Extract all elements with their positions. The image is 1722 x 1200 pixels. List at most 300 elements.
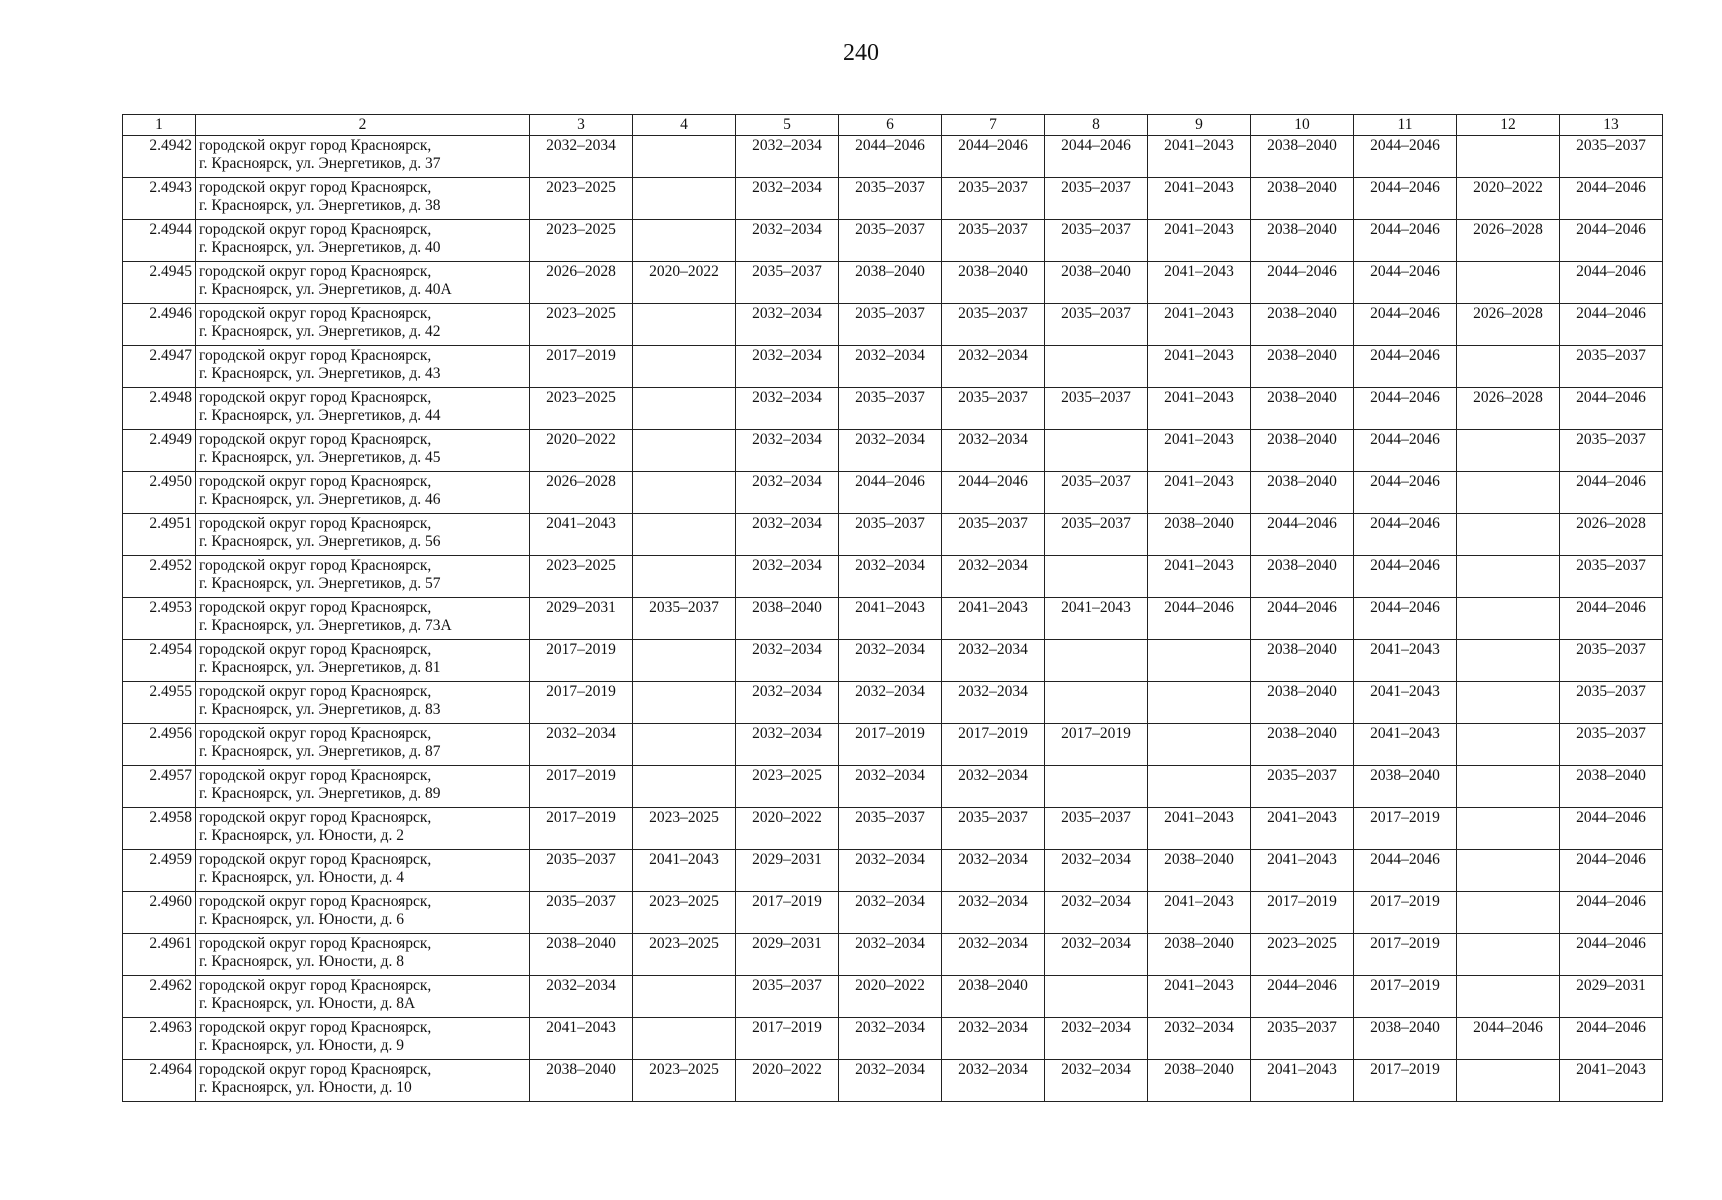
address-line-street: г. Красноярск, ул. Энергетиков, д. 37 bbox=[199, 155, 441, 172]
period-cell: 2044–2046 bbox=[839, 472, 942, 514]
period-cell: 2041–2043 bbox=[1251, 1060, 1354, 1102]
period-cell bbox=[1045, 976, 1148, 1018]
period-cell: 2038–2040 bbox=[1251, 640, 1354, 682]
row-number: 2.4949 bbox=[123, 430, 196, 472]
period-cell: 2044–2046 bbox=[1251, 514, 1354, 556]
period-cell: 2023–2025 bbox=[633, 1060, 736, 1102]
address-line-district: городской округ город Красноярск, bbox=[199, 1019, 432, 1036]
row-number: 2.4964 bbox=[123, 1060, 196, 1102]
period-cell: 2035–2037 bbox=[530, 892, 633, 934]
period-cell: 2035–2037 bbox=[1045, 178, 1148, 220]
period-cell bbox=[1457, 556, 1560, 598]
period-cell: 2020–2022 bbox=[839, 976, 942, 1018]
address-line-district: городской округ город Красноярск, bbox=[199, 935, 432, 952]
period-cell: 2038–2040 bbox=[1251, 556, 1354, 598]
period-cell: 2035–2037 bbox=[942, 178, 1045, 220]
address-cell bbox=[196, 1060, 530, 1102]
address-cell bbox=[196, 388, 530, 430]
column-header: 3 bbox=[530, 115, 633, 136]
period-cell: 2032–2034 bbox=[942, 892, 1045, 934]
period-cell: 2044–2046 bbox=[1354, 136, 1457, 178]
period-cell: 2029–2031 bbox=[530, 598, 633, 640]
address-line-district: городской округ город Красноярск, bbox=[199, 683, 432, 700]
period-cell: 2044–2046 bbox=[1354, 388, 1457, 430]
period-cell bbox=[633, 976, 736, 1018]
address-line-street: г. Красноярск, ул. Энергетиков, д. 42 bbox=[199, 323, 441, 340]
period-cell: 2044–2046 bbox=[1560, 472, 1663, 514]
period-cell bbox=[633, 178, 736, 220]
row-number: 2.4943 bbox=[123, 178, 196, 220]
period-cell: 2044–2046 bbox=[1045, 136, 1148, 178]
period-cell bbox=[1457, 1060, 1560, 1102]
period-cell: 2017–2019 bbox=[942, 724, 1045, 766]
period-cell bbox=[1045, 430, 1148, 472]
row-number: 2.4944 bbox=[123, 220, 196, 262]
period-cell: 2044–2046 bbox=[1354, 430, 1457, 472]
period-cell: 2044–2046 bbox=[1560, 220, 1663, 262]
period-cell: 2026–2028 bbox=[530, 472, 633, 514]
period-cell bbox=[1148, 724, 1251, 766]
address-line-district: городской округ город Красноярск, bbox=[199, 851, 432, 868]
table-row bbox=[123, 178, 1663, 220]
period-cell bbox=[1148, 682, 1251, 724]
period-cell: 2041–2043 bbox=[1148, 304, 1251, 346]
period-cell: 2032–2034 bbox=[839, 892, 942, 934]
row-number: 2.4951 bbox=[123, 514, 196, 556]
period-cell bbox=[1457, 514, 1560, 556]
period-cell: 2044–2046 bbox=[1354, 346, 1457, 388]
period-cell: 2026–2028 bbox=[1457, 304, 1560, 346]
period-cell: 2017–2019 bbox=[736, 1018, 839, 1060]
period-cell: 2035–2037 bbox=[839, 304, 942, 346]
period-cell bbox=[1045, 556, 1148, 598]
address-line-district: городской округ город Красноярск, bbox=[199, 473, 432, 490]
period-cell: 2038–2040 bbox=[1251, 682, 1354, 724]
row-number: 2.4945 bbox=[123, 262, 196, 304]
period-cell: 2044–2046 bbox=[1354, 556, 1457, 598]
period-cell: 2032–2034 bbox=[530, 136, 633, 178]
row-number: 2.4956 bbox=[123, 724, 196, 766]
period-cell bbox=[1457, 934, 1560, 976]
table-row bbox=[123, 514, 1663, 556]
address-cell bbox=[196, 1018, 530, 1060]
period-cell: 2044–2046 bbox=[1251, 598, 1354, 640]
table-row bbox=[123, 556, 1663, 598]
period-cell: 2041–2043 bbox=[530, 1018, 633, 1060]
column-header: 1 bbox=[123, 115, 196, 136]
period-cell bbox=[1457, 640, 1560, 682]
period-cell: 2035–2037 bbox=[942, 808, 1045, 850]
period-cell: 2032–2034 bbox=[942, 556, 1045, 598]
period-cell: 2038–2040 bbox=[1148, 934, 1251, 976]
period-cell: 2044–2046 bbox=[1560, 304, 1663, 346]
period-cell: 2020–2022 bbox=[736, 808, 839, 850]
period-cell: 2038–2040 bbox=[530, 934, 633, 976]
period-cell: 2032–2034 bbox=[736, 136, 839, 178]
address-cell bbox=[196, 766, 530, 808]
period-cell bbox=[1457, 262, 1560, 304]
period-cell: 2032–2034 bbox=[942, 346, 1045, 388]
period-cell: 2035–2037 bbox=[1560, 556, 1663, 598]
table-row bbox=[123, 766, 1663, 808]
period-cell: 2044–2046 bbox=[942, 472, 1045, 514]
period-cell: 2023–2025 bbox=[633, 892, 736, 934]
address-cell bbox=[196, 346, 530, 388]
period-cell: 2041–2043 bbox=[1148, 346, 1251, 388]
period-cell: 2041–2043 bbox=[1148, 388, 1251, 430]
address-line-street: г. Красноярск, ул. Энергетиков, д. 44 bbox=[199, 407, 441, 424]
period-cell: 2017–2019 bbox=[1354, 808, 1457, 850]
table-row bbox=[123, 934, 1663, 976]
period-cell: 2032–2034 bbox=[736, 556, 839, 598]
period-cell bbox=[1457, 682, 1560, 724]
period-cell: 2035–2037 bbox=[1560, 136, 1663, 178]
period-cell: 2044–2046 bbox=[1354, 850, 1457, 892]
period-cell bbox=[1457, 598, 1560, 640]
period-cell bbox=[1457, 346, 1560, 388]
period-cell: 2035–2037 bbox=[1560, 682, 1663, 724]
period-cell: 2038–2040 bbox=[1251, 472, 1354, 514]
row-number: 2.4959 bbox=[123, 850, 196, 892]
period-cell: 2017–2019 bbox=[1354, 892, 1457, 934]
period-cell bbox=[633, 1018, 736, 1060]
period-cell: 2044–2046 bbox=[1560, 178, 1663, 220]
period-cell: 2038–2040 bbox=[942, 976, 1045, 1018]
address-line-district: городской округ город Красноярск, bbox=[199, 641, 432, 658]
address-line-street: г. Красноярск, ул. Энергетиков, д. 87 bbox=[199, 743, 441, 760]
column-header: 5 bbox=[736, 115, 839, 136]
period-cell: 2035–2037 bbox=[1045, 220, 1148, 262]
period-cell: 2035–2037 bbox=[1560, 640, 1663, 682]
table-row bbox=[123, 1060, 1663, 1102]
period-cell: 2032–2034 bbox=[839, 850, 942, 892]
period-cell: 2041–2043 bbox=[1148, 472, 1251, 514]
period-cell: 2038–2040 bbox=[1354, 1018, 1457, 1060]
period-cell: 2038–2040 bbox=[1148, 514, 1251, 556]
period-cell: 2032–2034 bbox=[839, 766, 942, 808]
period-cell: 2017–2019 bbox=[1354, 934, 1457, 976]
period-cell bbox=[633, 514, 736, 556]
period-cell: 2041–2043 bbox=[1148, 262, 1251, 304]
period-cell: 2044–2046 bbox=[1560, 262, 1663, 304]
address-line-street: г. Красноярск, ул. Юности, д. 10 bbox=[199, 1079, 412, 1096]
table-row bbox=[123, 640, 1663, 682]
period-cell: 2044–2046 bbox=[1560, 850, 1663, 892]
period-cell: 2038–2040 bbox=[1148, 850, 1251, 892]
address-line-district: городской округ город Красноярск, bbox=[199, 221, 432, 238]
period-cell: 2044–2046 bbox=[1354, 472, 1457, 514]
table-row bbox=[123, 598, 1663, 640]
period-cell: 2032–2034 bbox=[736, 346, 839, 388]
period-cell: 2032–2034 bbox=[839, 640, 942, 682]
period-cell bbox=[1457, 766, 1560, 808]
address-line-street: г. Красноярск, ул. Юности, д. 2 bbox=[199, 827, 404, 844]
period-cell: 2035–2037 bbox=[1560, 724, 1663, 766]
period-cell: 2029–2031 bbox=[736, 850, 839, 892]
period-cell bbox=[633, 136, 736, 178]
table-row bbox=[123, 346, 1663, 388]
period-cell: 2044–2046 bbox=[1560, 598, 1663, 640]
period-cell: 2041–2043 bbox=[1148, 892, 1251, 934]
period-cell: 2038–2040 bbox=[1354, 766, 1457, 808]
period-cell: 2020–2022 bbox=[1457, 178, 1560, 220]
housing-repair-schedule-table bbox=[122, 114, 1663, 1102]
period-cell: 2032–2034 bbox=[942, 850, 1045, 892]
period-cell: 2038–2040 bbox=[1045, 262, 1148, 304]
period-cell: 2041–2043 bbox=[942, 598, 1045, 640]
address-line-district: городской округ город Красноярск, bbox=[199, 515, 432, 532]
period-cell bbox=[633, 388, 736, 430]
address-cell bbox=[196, 304, 530, 346]
address-line-street: г. Красноярск, ул. Энергетиков, д. 38 bbox=[199, 197, 441, 214]
address-cell bbox=[196, 220, 530, 262]
period-cell: 2044–2046 bbox=[942, 136, 1045, 178]
period-cell: 2032–2034 bbox=[736, 514, 839, 556]
address-line-district: городской округ город Красноярск, bbox=[199, 1061, 432, 1078]
period-cell: 2023–2025 bbox=[1251, 934, 1354, 976]
period-cell: 2044–2046 bbox=[1251, 976, 1354, 1018]
period-cell: 2038–2040 bbox=[1251, 346, 1354, 388]
row-number: 2.4952 bbox=[123, 556, 196, 598]
address-line-street: г. Красноярск, ул. Юности, д. 4 bbox=[199, 869, 404, 886]
period-cell: 2044–2046 bbox=[1560, 892, 1663, 934]
period-cell: 2017–2019 bbox=[1354, 976, 1457, 1018]
period-cell: 2023–2025 bbox=[633, 808, 736, 850]
period-cell: 2032–2034 bbox=[839, 934, 942, 976]
period-cell: 2044–2046 bbox=[1148, 598, 1251, 640]
row-number: 2.4948 bbox=[123, 388, 196, 430]
address-cell bbox=[196, 724, 530, 766]
column-header: 13 bbox=[1560, 115, 1663, 136]
period-cell: 2032–2034 bbox=[942, 934, 1045, 976]
period-cell: 2041–2043 bbox=[1148, 976, 1251, 1018]
address-cell bbox=[196, 934, 530, 976]
address-line-street: г. Красноярск, ул. Юности, д. 9 bbox=[199, 1037, 404, 1054]
address-line-street: г. Красноярск, ул. Энергетиков, д. 89 bbox=[199, 785, 441, 802]
period-cell bbox=[633, 766, 736, 808]
address-cell bbox=[196, 892, 530, 934]
period-cell: 2026–2028 bbox=[1457, 388, 1560, 430]
period-cell: 2032–2034 bbox=[736, 724, 839, 766]
period-cell: 2038–2040 bbox=[1251, 388, 1354, 430]
period-cell: 2032–2034 bbox=[839, 1060, 942, 1102]
period-cell: 2032–2034 bbox=[1045, 1060, 1148, 1102]
period-cell: 2035–2037 bbox=[1045, 514, 1148, 556]
period-cell bbox=[1045, 766, 1148, 808]
period-cell: 2017–2019 bbox=[1354, 1060, 1457, 1102]
period-cell: 2017–2019 bbox=[839, 724, 942, 766]
table-row bbox=[123, 682, 1663, 724]
address-cell bbox=[196, 976, 530, 1018]
period-cell: 2041–2043 bbox=[1354, 682, 1457, 724]
period-cell: 2041–2043 bbox=[1354, 640, 1457, 682]
table-row bbox=[123, 136, 1663, 178]
period-cell: 2038–2040 bbox=[530, 1060, 633, 1102]
period-cell: 2044–2046 bbox=[1354, 514, 1457, 556]
address-line-street: г. Красноярск, ул. Энергетиков, д. 40А bbox=[199, 281, 452, 298]
period-cell: 2032–2034 bbox=[942, 1060, 1045, 1102]
row-number: 2.4962 bbox=[123, 976, 196, 1018]
period-cell bbox=[633, 724, 736, 766]
period-cell: 2038–2040 bbox=[1251, 304, 1354, 346]
period-cell: 2029–2031 bbox=[1560, 976, 1663, 1018]
period-cell: 2020–2022 bbox=[736, 1060, 839, 1102]
address-cell bbox=[196, 430, 530, 472]
address-line-street: г. Красноярск, ул. Энергетиков, д. 56 bbox=[199, 533, 441, 550]
period-cell: 2017–2019 bbox=[736, 892, 839, 934]
address-line-street: г. Красноярск, ул. Юности, д. 8 bbox=[199, 953, 404, 970]
period-cell: 2035–2037 bbox=[1045, 388, 1148, 430]
period-cell: 2035–2037 bbox=[1045, 304, 1148, 346]
period-cell: 2035–2037 bbox=[633, 598, 736, 640]
address-cell bbox=[196, 556, 530, 598]
period-cell: 2041–2043 bbox=[633, 850, 736, 892]
address-cell bbox=[196, 850, 530, 892]
period-cell bbox=[1457, 808, 1560, 850]
period-cell: 2035–2037 bbox=[736, 262, 839, 304]
period-cell: 2032–2034 bbox=[1148, 1018, 1251, 1060]
table-body bbox=[123, 136, 1663, 1102]
period-cell: 2041–2043 bbox=[1148, 178, 1251, 220]
period-cell: 2032–2034 bbox=[942, 766, 1045, 808]
row-number: 2.4960 bbox=[123, 892, 196, 934]
period-cell: 2041–2043 bbox=[1251, 850, 1354, 892]
period-cell: 2023–2025 bbox=[530, 388, 633, 430]
address-line-street: г. Красноярск, ул. Энергетиков, д. 81 bbox=[199, 659, 441, 676]
period-cell: 2023–2025 bbox=[736, 766, 839, 808]
period-cell: 2035–2037 bbox=[942, 388, 1045, 430]
column-header: 2 bbox=[196, 115, 530, 136]
address-line-district: городской округ город Красноярск, bbox=[199, 179, 432, 196]
table-row bbox=[123, 220, 1663, 262]
period-cell: 2041–2043 bbox=[530, 514, 633, 556]
period-cell: 2032–2034 bbox=[942, 1018, 1045, 1060]
table-row bbox=[123, 808, 1663, 850]
address-line-street: г. Красноярск, ул. Энергетиков, д. 43 bbox=[199, 365, 441, 382]
address-line-street: г. Красноярск, ул. Энергетиков, д. 45 bbox=[199, 449, 441, 466]
address-cell bbox=[196, 598, 530, 640]
address-cell bbox=[196, 682, 530, 724]
row-number: 2.4953 bbox=[123, 598, 196, 640]
row-number: 2.4942 bbox=[123, 136, 196, 178]
table-header-row bbox=[123, 115, 1663, 136]
period-cell: 2032–2034 bbox=[736, 220, 839, 262]
period-cell: 2032–2034 bbox=[736, 640, 839, 682]
page-number: 240 bbox=[843, 40, 879, 66]
period-cell: 2044–2046 bbox=[1457, 1018, 1560, 1060]
period-cell: 2044–2046 bbox=[1560, 934, 1663, 976]
period-cell: 2035–2037 bbox=[530, 850, 633, 892]
period-cell: 2041–2043 bbox=[1148, 136, 1251, 178]
table-row bbox=[123, 472, 1663, 514]
period-cell: 2023–2025 bbox=[633, 934, 736, 976]
period-cell: 2032–2034 bbox=[1045, 850, 1148, 892]
period-cell: 2038–2040 bbox=[1251, 220, 1354, 262]
column-header: 8 bbox=[1045, 115, 1148, 136]
table-row bbox=[123, 262, 1663, 304]
period-cell: 2032–2034 bbox=[736, 682, 839, 724]
period-cell bbox=[1457, 892, 1560, 934]
address-cell bbox=[196, 136, 530, 178]
period-cell bbox=[633, 556, 736, 598]
period-cell: 2041–2043 bbox=[1148, 220, 1251, 262]
table-row bbox=[123, 976, 1663, 1018]
column-header: 10 bbox=[1251, 115, 1354, 136]
period-cell: 2032–2034 bbox=[942, 430, 1045, 472]
period-cell bbox=[1148, 640, 1251, 682]
row-number: 2.4954 bbox=[123, 640, 196, 682]
row-number: 2.4961 bbox=[123, 934, 196, 976]
column-header: 4 bbox=[633, 115, 736, 136]
period-cell: 2029–2031 bbox=[736, 934, 839, 976]
period-cell bbox=[633, 304, 736, 346]
period-cell: 2035–2037 bbox=[942, 514, 1045, 556]
address-line-street: г. Красноярск, ул. Энергетиков, д. 46 bbox=[199, 491, 441, 508]
column-header: 9 bbox=[1148, 115, 1251, 136]
period-cell: 2032–2034 bbox=[839, 430, 942, 472]
period-cell: 2032–2034 bbox=[736, 178, 839, 220]
column-header: 12 bbox=[1457, 115, 1560, 136]
address-cell bbox=[196, 262, 530, 304]
row-number: 2.4955 bbox=[123, 682, 196, 724]
period-cell: 2041–2043 bbox=[1148, 430, 1251, 472]
period-cell bbox=[633, 430, 736, 472]
period-cell: 2023–2025 bbox=[530, 220, 633, 262]
period-cell: 2032–2034 bbox=[839, 1018, 942, 1060]
period-cell: 2041–2043 bbox=[1560, 1060, 1663, 1102]
column-header: 11 bbox=[1354, 115, 1457, 136]
address-line-district: городской округ город Красноярск, bbox=[199, 389, 432, 406]
period-cell: 2023–2025 bbox=[530, 178, 633, 220]
period-cell: 2032–2034 bbox=[1045, 1018, 1148, 1060]
period-cell: 2017–2019 bbox=[530, 766, 633, 808]
period-cell: 2035–2037 bbox=[1045, 472, 1148, 514]
table-row bbox=[123, 388, 1663, 430]
address-cell bbox=[196, 472, 530, 514]
period-cell: 2017–2019 bbox=[1251, 892, 1354, 934]
row-number: 2.4958 bbox=[123, 808, 196, 850]
table-row bbox=[123, 304, 1663, 346]
period-cell: 2032–2034 bbox=[942, 682, 1045, 724]
period-cell bbox=[633, 682, 736, 724]
period-cell: 2041–2043 bbox=[1045, 598, 1148, 640]
period-cell: 2044–2046 bbox=[1251, 262, 1354, 304]
row-number: 2.4947 bbox=[123, 346, 196, 388]
period-cell bbox=[1457, 850, 1560, 892]
address-line-district: городской округ город Красноярск, bbox=[199, 305, 432, 322]
period-cell bbox=[1045, 682, 1148, 724]
row-number: 2.4950 bbox=[123, 472, 196, 514]
period-cell: 2044–2046 bbox=[1560, 1018, 1663, 1060]
period-cell: 2038–2040 bbox=[839, 262, 942, 304]
address-line-district: городской округ город Красноярск, bbox=[199, 893, 432, 910]
period-cell: 2035–2037 bbox=[942, 304, 1045, 346]
period-cell bbox=[1045, 640, 1148, 682]
address-line-district: городской округ город Красноярск, bbox=[199, 431, 432, 448]
period-cell: 2017–2019 bbox=[530, 682, 633, 724]
address-line-district: городской округ город Красноярск, bbox=[199, 725, 432, 742]
period-cell: 2038–2040 bbox=[1148, 1060, 1251, 1102]
table-row bbox=[123, 430, 1663, 472]
period-cell: 2038–2040 bbox=[736, 598, 839, 640]
period-cell: 2044–2046 bbox=[1354, 304, 1457, 346]
period-cell: 2020–2022 bbox=[530, 430, 633, 472]
row-number: 2.4957 bbox=[123, 766, 196, 808]
period-cell bbox=[1457, 136, 1560, 178]
period-cell: 2038–2040 bbox=[1251, 724, 1354, 766]
row-number: 2.4946 bbox=[123, 304, 196, 346]
period-cell: 2017–2019 bbox=[1045, 724, 1148, 766]
